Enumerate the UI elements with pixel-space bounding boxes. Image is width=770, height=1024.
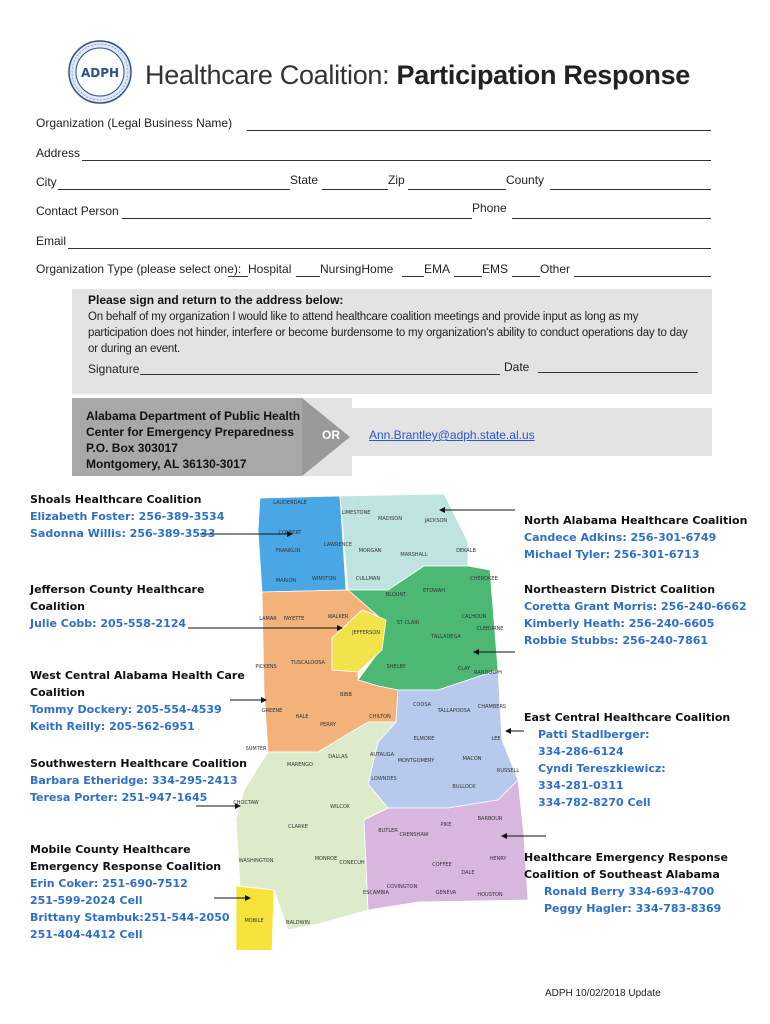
coalition-contact: 334-782-8270 Cell (538, 796, 651, 809)
county-label-elmore: ELMORE (413, 736, 435, 742)
coalition-contact: 334-281-0311 (538, 779, 624, 792)
coalition-name: Healthcare Emergency Response (524, 851, 728, 864)
coalition-name: Coalition (30, 686, 86, 699)
county-label-geneva: GENEVA (435, 890, 457, 896)
county-label-pickens: PICKENS (255, 664, 277, 670)
county-label-chilton: CHILTON (369, 714, 391, 720)
county-label-coffee: COFFEE (432, 862, 452, 868)
county-label-crenshaw: CRENSHAW (399, 832, 429, 838)
county-label-winston: WINSTON (311, 576, 337, 582)
coalition-contact: Coretta Grant Morris: 256-240-6662 (524, 600, 747, 613)
coalition-contact: Elizabeth Foster: 256-389-3534 (30, 510, 225, 523)
contact-label: Contact Person (36, 204, 119, 218)
coalition-name: North Alabama Healthcare Coalition (524, 514, 748, 527)
coalition-name: Northeastern District Coalition (524, 583, 716, 596)
city-label: City (36, 175, 57, 189)
orgtype-hospital: Hospital (248, 262, 292, 276)
coalition-northeastern (524, 581, 747, 649)
county-label-henry: HENRY (489, 856, 507, 862)
county-label-morgan: MORGAN (358, 548, 382, 554)
coalition-contact: Peggy Hagler: 334-783-8369 (544, 902, 722, 915)
coalition-jefferson (30, 581, 204, 632)
coalition-name: Shoals Healthcare Coalition (30, 493, 202, 506)
county-label-montgomery: MONTGOMERY (397, 758, 435, 764)
county-label-dekalb: DEKALB (456, 548, 476, 554)
coalition-north (524, 512, 747, 563)
county-label-lamar: LAMAR (259, 616, 277, 622)
county-label-madison: MADISON (378, 516, 402, 522)
footer-update: ADPH 10/02/2018 Update (545, 988, 661, 999)
county-label-tuscaloosa: TUSCALOOSA (291, 660, 325, 666)
coalition-east-central (524, 709, 730, 811)
county-label-butler: BUTLER (378, 828, 398, 834)
county-label-cullman: CULLMAN (355, 576, 381, 582)
coalition-contact: Sadonna Willis: 256-389-3533 (30, 527, 216, 540)
county-label-cherokee: CHEROKEE (470, 576, 498, 582)
coalition-contact: Candece Adkins: 256-301-6749 (524, 531, 717, 544)
email-label: Email (36, 234, 67, 248)
coalition-shoals (30, 491, 224, 542)
county-label-covington: COVINGTON (386, 884, 418, 890)
county-label-bullock: BULLOCK (452, 784, 476, 790)
county-label-lowndes: LOWNDES (371, 776, 397, 782)
orgtype-ems: EMS (482, 262, 509, 276)
coalition-name: Southwestern Healthcare Coalition (30, 757, 247, 770)
county-label-washington: WASHINGTON (238, 858, 274, 864)
county-label-perry: PERRY (320, 722, 336, 728)
orgtype-label: Organization Type (please select one): (36, 262, 242, 276)
county-label: County (506, 173, 545, 187)
coalition-southeast (524, 849, 728, 917)
coalition-name: Mobile County Healthcare (30, 843, 191, 856)
coalition-name: West Central Alabama Health Care (30, 669, 245, 682)
county-label-pike: PIKE (440, 822, 452, 828)
coalition-contact: Tommy Dockery: 205-554-4539 (30, 703, 222, 716)
signature-label: Signature (88, 362, 140, 376)
county-label-lauderdale: LAUDERDALE (273, 500, 307, 506)
address-line-4: Montgomery, AL 36130-3017 (86, 457, 247, 471)
coalition-contact: Cyndi Tereszkiewicz: (538, 762, 666, 775)
coalition-contact: 251-404-4412 Cell (30, 928, 143, 941)
county-label-lawrence: LAWRENCE (323, 542, 353, 548)
zip-label: Zip (388, 173, 405, 187)
county-label-dale: DALE (461, 870, 475, 876)
phone-label: Phone (472, 201, 507, 215)
county-label-hale: HALE (295, 714, 309, 720)
county-label-jackson: JACKSON (424, 518, 448, 524)
coalition-name: Jefferson County Healthcare (30, 583, 205, 596)
county-label-coosa: COOSA (412, 702, 432, 708)
county-label-chambers: CHAMBERS (477, 704, 507, 710)
coalition-name: Emergency Response Coalition (30, 860, 222, 873)
county-label-marion: MARION (275, 578, 297, 584)
coalition-contact: 251-599-2024 Cell (30, 894, 143, 907)
county-label-bibb: BIBB (340, 692, 352, 698)
title-plain: Healthcare Coalition: (145, 60, 397, 90)
coalition-name: East Central Healthcare Coalition (524, 711, 731, 724)
county-label-etowah: ETOWAH (423, 588, 445, 594)
county-label-franklin: FRANKLIN (275, 548, 301, 554)
county-label-limestone: LIMESTONE (341, 510, 371, 516)
county-label-conecuh: CONECUH (339, 860, 365, 866)
county-label-cleburne: CLEBURNE (476, 626, 504, 632)
county-label-dallas: DALLAS (328, 754, 348, 760)
county-label-barbour: BARBOUR (477, 816, 503, 822)
county-label-shelby: SHELBY (386, 664, 406, 670)
coalition-contact: Julie Cobb: 205-558-2124 (30, 617, 187, 630)
county-label-randolph: RANDOLPH (474, 670, 502, 676)
county-label-lee: LEE (491, 736, 501, 742)
county-label-colbert: COLBERT (278, 530, 302, 536)
county-label-greene: GREENE (261, 708, 283, 714)
signature-paragraph: On behalf of my organization I would like to attend healthcare coalition meetings and provide input as long as my participation does not hinder, interfere or become burdensome to my organization's ability to conduct operations day to day or during an event. (88, 311, 688, 355)
date-label: Date (504, 360, 530, 374)
county-label-sumter: SUMTER (245, 746, 267, 752)
address-label: Address (36, 146, 81, 160)
coalition-contact: Brittany Stambuk:251-544-2050 (30, 911, 230, 924)
coalition-west-central (30, 667, 245, 735)
coalition-mobile (30, 841, 230, 943)
address-line-3: P.O. Box 303017 (86, 441, 178, 455)
county-label-russell: RUSSELL (496, 768, 520, 774)
county-label-wilcox: WILCOX (330, 804, 350, 810)
orgtype-other: Other (540, 262, 571, 276)
coalition-name: Coalition (30, 600, 86, 613)
county-label-choctaw: CHOCTAW (233, 800, 259, 806)
address-line-2: Center for Emergency Preparedness (86, 425, 295, 439)
seal-text: ADPH (80, 66, 120, 80)
or-label: OR (322, 428, 340, 442)
coalition-contact: Ronald Berry 334-693-4700 (544, 885, 715, 898)
county-label-clarke: CLARKE (288, 824, 308, 830)
coalition-contact: Kimberly Heath: 256-240-6605 (524, 617, 715, 630)
email-link[interactable]: Ann.Brantley@adph.state.al.us (369, 428, 535, 442)
state-label: State (290, 173, 319, 187)
address-line-1: Alabama Department of Public Health (86, 409, 301, 423)
county-label-tallapoosa: TALLAPOOSA (437, 708, 471, 714)
coalition-southwestern (30, 755, 247, 806)
coalition-contact: Robbie Stubbs: 256-240-7861 (524, 634, 709, 647)
coalition-contact: Michael Tyler: 256-301-6713 (524, 548, 700, 561)
coalition-contact: Erin Coker: 251-690-7512 (30, 877, 188, 890)
county-label-houston: HOUSTON (477, 892, 503, 898)
county-label-jefferson: JEFFERSON (352, 630, 380, 636)
orgtype-nursinghome: NursingHome (320, 262, 394, 276)
coalition-contact: Barbara Etheridge: 334-295-2413 (30, 774, 238, 787)
county-label-mobile: MOBILE (244, 918, 264, 924)
county-label-clay: CLAY (457, 666, 471, 672)
org-label: Organization (Legal Business Name) (36, 116, 233, 130)
county-label-escambia: ESCAMBIA (363, 890, 389, 896)
orgtype-ema: EMA (424, 262, 451, 276)
county-label-blount: BLOUNT (385, 592, 407, 598)
county-label-marshall: MARSHALL (400, 552, 428, 558)
county-label-baldwin: BALDWIN (286, 920, 310, 926)
county-label-autauga: AUTAUGA (369, 752, 395, 758)
county-label-marengo: MARENGO (287, 762, 313, 768)
coalition-contact: 334-286-6124 (538, 745, 624, 758)
county-label-st-clair: ST CLAIR (396, 620, 420, 626)
county-label-talladega: TALLADEGA (431, 634, 461, 640)
county-label-monroe: MONROE (314, 856, 338, 862)
county-label-macon: MACON (462, 756, 482, 762)
coalition-contact: Keith Reilly: 205-562-6951 (30, 720, 195, 733)
signature-heading: Please sign and return to the address below: (88, 293, 344, 307)
coalition-name: Coalition of Southeast Alabama (524, 868, 720, 881)
coalition-contact: Teresa Porter: 251-947-1645 (30, 791, 208, 804)
title-bold: Participation Response (396, 60, 691, 90)
county-label-fayette: FAYETTE (283, 616, 305, 622)
coalition-contact: Patti Stadlberger: (538, 728, 650, 741)
county-label-walker: WALKER (327, 614, 349, 620)
county-label-calhoun: CALHOUN (461, 614, 487, 620)
